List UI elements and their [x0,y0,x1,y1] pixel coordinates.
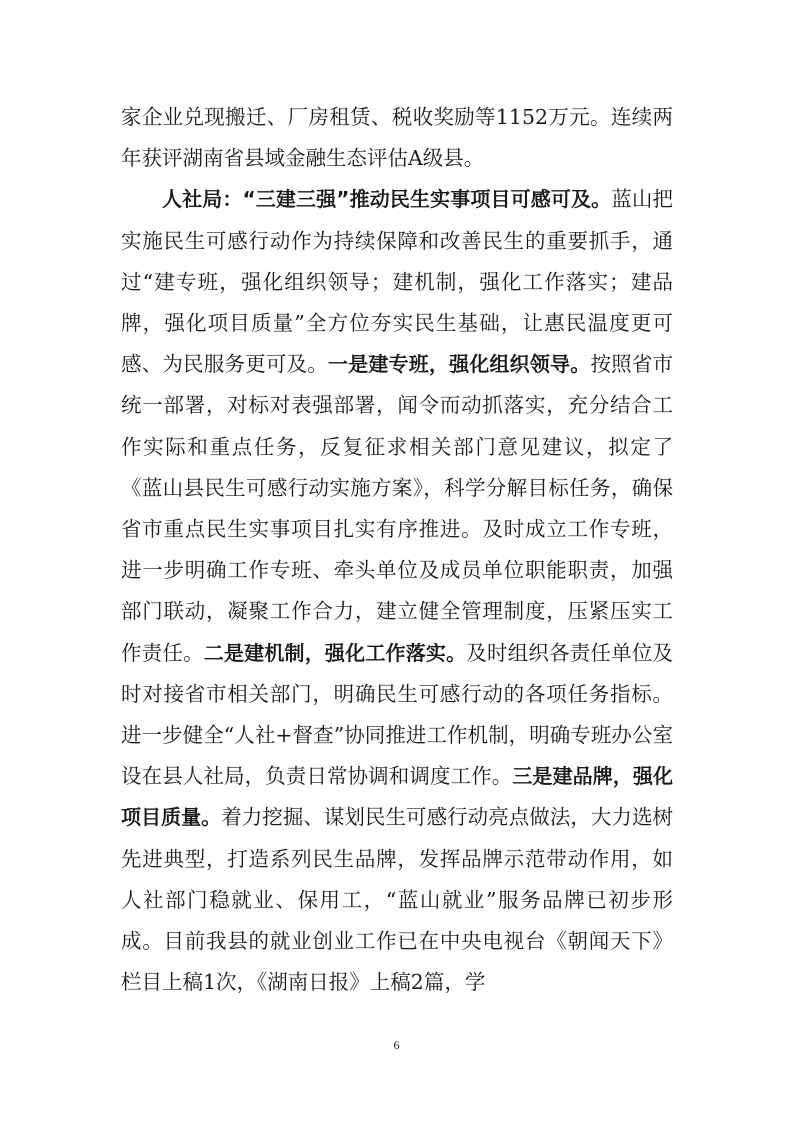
point-2-title: 二是建机制，强化工作落实。 [203,640,467,665]
point-3-title: 三是建品牌，强化项目质量。 [121,764,674,830]
point-2-text: 及时组织各责任单位及时对接省市相关部门，明确民生可感行动的各项任务指标。进一步健全“人社+督查”协同推进工作机制，明确专班办公室设在县人社局，负责日常协调和调度工作。 [121,640,674,789]
paragraph-continuation: 家企业兑现搬迁、厂房租赁、税收奖励等1152万元。连续两年获评湖南省县域金融生态评估A级县。 [121,105,673,171]
paragraph-lead-heading: 人社局：“三建三强”推动民生实事项目可感可及。 [162,187,612,212]
point-3-text: 着力挖掘、谋划民生可感行动亮点做法，大力选树先进典型，打造系列民生品牌，发挥品牌示范带动作用，如人社部门稳就业、保用工，“蓝山就业”服务品牌已初步形成。目前我县的就业创业工作已在中央电视台《朝闻天下》栏目上稿1次，《湖南日报》上稿2篇，学 [121,805,674,995]
paragraph-intro-text: 蓝山把实施民生可感行动作为持续保障和改善民生的重要抓手，通过“建专班，强化组织领导；建机制，强化工作落实；建品牌，强化项目质量”全方位夯实民生基础，让惠民温度更可感、为民服务更可及。 [121,187,674,377]
paragraph-hr-bureau [121,179,673,1003]
page-number: 6 [393,1038,400,1052]
point-1-text: 按照省市统一部署，对标对表强部署，闻令而动抓落实，充分结合工作实际和重点任务，反复征求相关部门意见建议，拟定了《蓝山县民生可感行动实施方案》，科学分解目标任务，确保省市重点民生实事项目扎实有序推进。及时成立工作专班，进一步明确工作专班、牵头单位及成员单位职能职责，加强部门联动，凝聚工作合力，建立健全管理制度，压紧压实工作责任。 [121,352,674,665]
body-text [121,97,673,1003]
point-1-title: 一是建专班，强化组织领导。 [327,352,591,377]
